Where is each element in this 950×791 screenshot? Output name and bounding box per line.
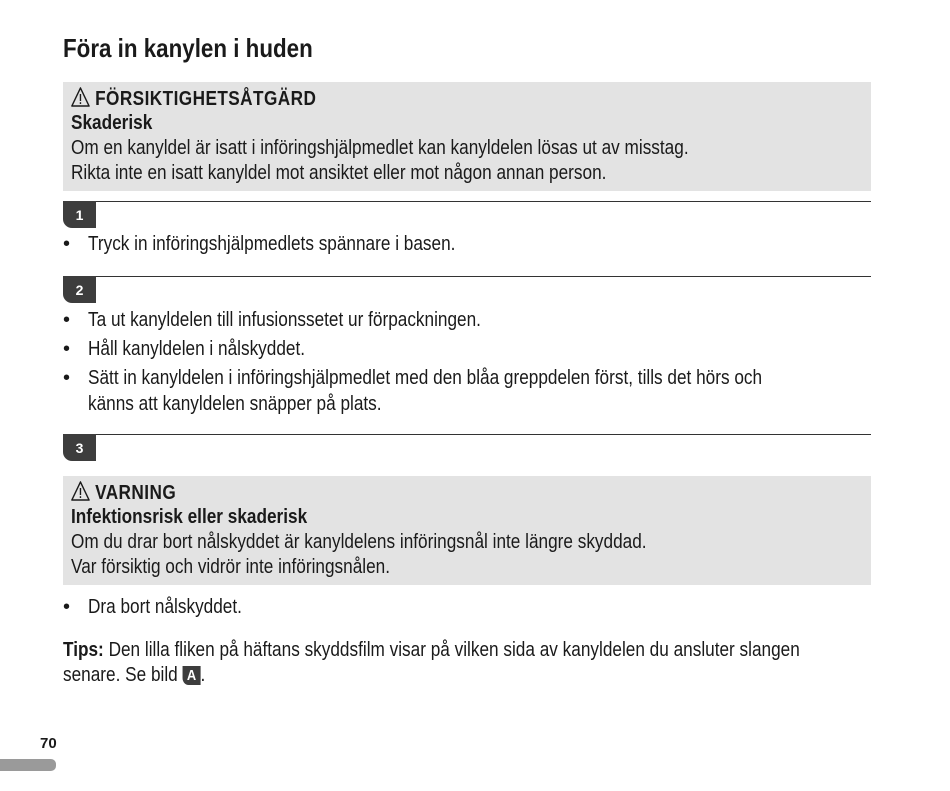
caution-line: Rikta inte en isatt kanyldel mot ansiktet eller mot någon annan person.: [71, 162, 607, 184]
caution-box: [63, 82, 871, 191]
warning-box: [63, 476, 871, 585]
warning-triangle-icon: [71, 481, 90, 501]
warning-heading: VARNING: [71, 481, 193, 505]
bullet-icon: •: [63, 596, 71, 618]
step-number-badge: 2: [63, 276, 96, 303]
step-2-header: [63, 276, 871, 304]
step-number-badge: 3: [63, 434, 96, 461]
caution-line: Om en kanyldel är isatt i införingshjälpmedlet kan kanyldelen lösas ut av misstag.: [71, 137, 689, 159]
bullet-icon: •: [63, 338, 71, 360]
divider: [63, 201, 871, 202]
bullet-icon: •: [63, 233, 71, 255]
bullet-icon: •: [63, 367, 71, 389]
tips-text: Den lilla fliken på häftans skyddsfilm visar på vilken sida av kanyldelen du ansluter slangen: [108, 639, 800, 661]
figure-a-badge: A: [183, 666, 201, 685]
warning-triangle-icon: [71, 87, 90, 107]
step-number-badge: 1: [63, 201, 96, 228]
divider: [63, 276, 871, 277]
warning-subheading: Infektionsrisk eller skaderisk: [71, 506, 308, 528]
tips-paragraph: [63, 639, 920, 662]
step-1-header: [63, 201, 871, 229]
bullet-icon: •: [63, 309, 71, 331]
page-number: 70: [40, 735, 57, 752]
caution-subheading: Skaderisk: [71, 112, 153, 134]
tips-label: Tips:: [63, 639, 104, 661]
caution-heading: FÖRSIKTIGHETSÅTGÄRD: [71, 87, 356, 111]
tips-paragraph-line2: senare. Se bild A .: [63, 664, 206, 686]
warning-line: Var försiktig och vidrör inte införingsnålen.: [71, 556, 390, 578]
page-title: Föra in kanylen i huden: [63, 33, 313, 63]
page-marker-bar: [0, 759, 56, 771]
warning-line: Om du drar bort nålskyddet är kanyldelens införingsnål inte längre skyddad.: [71, 531, 647, 553]
tips-text: senare. Se bild: [63, 664, 178, 686]
step-3-header: [63, 434, 871, 462]
divider: [63, 434, 871, 435]
